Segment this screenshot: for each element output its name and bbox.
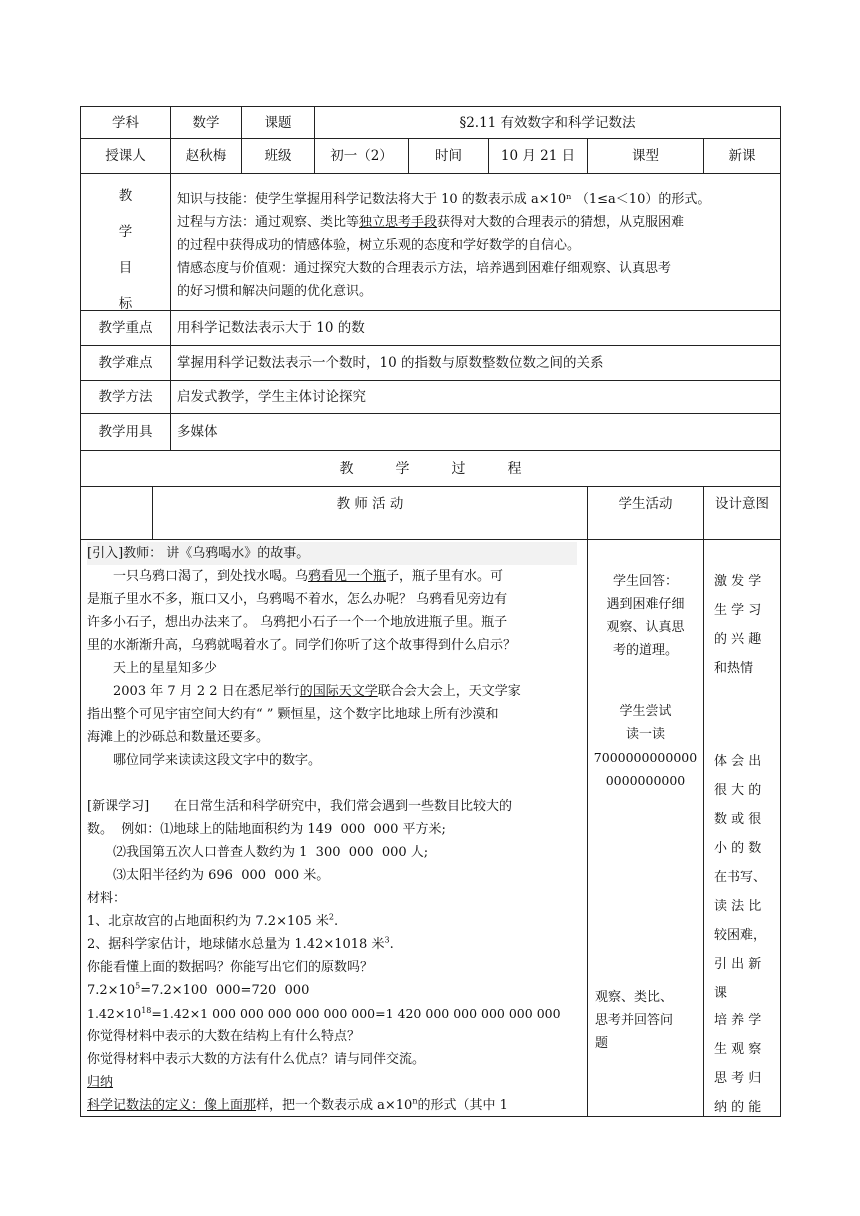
equation-1-a: 7.2×10 (87, 983, 136, 998)
definition-end: 的形式（其中 1 (417, 1098, 508, 1113)
goal-process (177, 211, 780, 234)
process-title: 教 学 过 程 (80, 450, 781, 487)
story-underlined: 鸦看见一个瓶 (308, 569, 387, 584)
design-line: 纳 的 能 (714, 1100, 762, 1115)
design-intent-block-2 (714, 747, 776, 1008)
story-text-2: 子，瓶子里有水。可 (386, 569, 504, 584)
teacher-label: 授课人 (80, 138, 171, 174)
equation-1-sup: 5 (135, 981, 141, 991)
story-line-1 (87, 565, 581, 588)
student-line: 观察、认真思 (606, 620, 685, 635)
header-design-intent: 设计意图 (703, 486, 781, 540)
header-student-activity: 学生活动 (587, 486, 704, 540)
student-line: 观察、类比、 (595, 990, 674, 1005)
student-line: 遇到困难仔细 (606, 597, 685, 612)
goals-label-char: 学 (118, 224, 133, 240)
difficulty-label: 教学难点 (80, 345, 171, 381)
student-observe-block (595, 986, 703, 1055)
new-lesson-line-1: [新课学习] 在日常生活和科学研究中，我们常会遇到一些数目比较大的 (87, 799, 512, 814)
goals-content (170, 173, 781, 311)
goal-emotion-cont: 的好习惯和解决问题的优化意识。 (177, 284, 373, 299)
class-label: 班级 (241, 138, 315, 174)
material-2-sup: 3 (384, 935, 390, 945)
material-1-text: 1、北京故宫的占地面积约为 7.2×105 米 (87, 914, 329, 929)
goals-label-char: 标 (118, 296, 133, 311)
design-line: 引 出 新 (714, 957, 762, 972)
design-line: 课 (714, 986, 728, 1001)
new-lesson-line-2: 数。 例如：⑴地球上的陆地面积约为 149 000 000 平方米; (87, 822, 446, 837)
equation-2-b: =1.42×1 000 000 000 000 000 000=1 420 000 000 000 000 000 (151, 1006, 561, 1021)
stars-text: 2003 年 7 月 2 2 日在悉尼举行 (113, 684, 300, 699)
teacher-activity-cell (80, 539, 588, 1117)
design-line: 体 会 出 (714, 754, 762, 769)
spacer (87, 772, 581, 795)
student-read-block (588, 700, 703, 792)
student-number-line: 7000000000000 (593, 750, 698, 765)
stars-text-2: 联合会大会上，天文学家 (377, 684, 521, 699)
key-point-value: 用科学记数法表示大于 10 的数 (170, 310, 781, 346)
story-line-4: 里的水渐渐升高，乌鸦就喝着水了。同学们你听了这个故事得到什么启示？ (87, 638, 517, 653)
goal-process-text-2: 获得对大数的合理表示的猜想，从克服困难 (437, 215, 685, 230)
goal-process-cont: 的过程中获得成功的情感体验，树立乐观的态度和学好数学的自信心。 (177, 238, 581, 253)
key-point-label: 教学重点 (80, 310, 171, 346)
design-intent-block-3 (714, 1006, 776, 1117)
story-text: 一只乌鸦口渴了，到处找水喝。乌 (113, 569, 309, 584)
design-line: 数 或 很 (714, 812, 762, 827)
method-value: 启发式教学，学生主体讨论探究 (170, 380, 781, 414)
header-teacher-activity: 教 师 活 动 (152, 486, 588, 540)
time-value: 10 月 21 日 (488, 138, 588, 174)
equation-2-a: 1.42×10 (87, 1006, 142, 1021)
student-number-line: 0000000000 (605, 773, 686, 788)
student-line: 学生回答： (612, 574, 678, 589)
difficulty-value: 掌握用科学记数法表示一个数时，10 的指数与原数整数位数之间的关系 (170, 345, 781, 381)
story-line-2: 是瓶子里水不多，瓶口又小，乌鸦喝不着水，怎么办呢？ 乌鸦看见旁边有 (87, 592, 508, 607)
teacher-value: 赵秋梅 (170, 138, 242, 174)
topic-label: 课题 (241, 106, 315, 139)
goal-process-text: 过程与方法：通过观察、类比等 (177, 215, 360, 230)
question-2: 你觉得材料中表示的大数在结构上有什么特点？ (87, 1029, 361, 1044)
question-3: 你觉得材料中表示大数的方法有什么优点？请与同伴交流。 (87, 1052, 426, 1067)
design-line: 较困难， (714, 928, 767, 943)
design-intent-block-1 (714, 567, 774, 683)
design-line: 读 法 比 (714, 899, 762, 914)
equation-1 (87, 979, 581, 1002)
topic-value: §2.11 有效数字和科学记数法 (314, 106, 781, 139)
goal-emotion: 情感态度与价值观：通过探究大数的合理表示方法，培养遇到困难仔细观察、认真思考 (177, 261, 672, 276)
intro-heading (87, 542, 581, 565)
material-1 (87, 910, 581, 933)
tools-label: 教学用具 (80, 413, 171, 451)
design-line: 和热情 (714, 661, 754, 676)
design-line: 生 学 习 (714, 603, 762, 618)
goal-process-underlined: 独立思考手段 (359, 215, 438, 230)
design-line: 很 大 的 (714, 783, 762, 798)
definition-underlined: 科学记数法的定义：像上面那 (87, 1098, 257, 1113)
material-2-text: 2、据科学家估计，地球储水总量为 1.42×1018 米 (87, 937, 385, 952)
class-value: 初一（2） (314, 138, 409, 174)
time-label: 时间 (408, 138, 489, 174)
material-1-sup: 2 (328, 912, 335, 922)
equation-2-sup: 18 (141, 1005, 152, 1015)
material-1-end: . (334, 914, 339, 929)
design-line: 思 考 归 (714, 1071, 762, 1086)
stars-title: 天上的星星知多少 (113, 661, 218, 676)
definition-line (87, 1094, 581, 1117)
student-line: 考的道理。 (612, 643, 678, 658)
method-label: 教学方法 (80, 380, 171, 414)
design-line: 激 发 学 (714, 574, 762, 589)
stars-line-1 (87, 680, 581, 703)
goals-label-char: 教 (118, 188, 133, 204)
equation-1-b: =7.2×100 000=720 000 (140, 983, 310, 998)
student-answer-block (588, 570, 703, 662)
material-2-end: . (389, 937, 394, 952)
header-blank (80, 486, 153, 540)
definition-sup: n (412, 1096, 418, 1106)
new-lesson-line-4: ⑶太阳半径约为 696 000 000 米。 (113, 868, 330, 883)
summary-heading: 归纳 (87, 1075, 114, 1090)
goals-label (80, 173, 171, 311)
design-line: 培 养 学 (714, 1013, 762, 1028)
student-activity-cell (587, 539, 704, 1117)
design-intent-cell (703, 539, 781, 1117)
new-lesson-line-3: ⑵我国第五次人口普查人数约为 1 300 000 000 人; (113, 845, 429, 860)
tools-value: 多媒体 (170, 413, 781, 451)
intro-heading-text: [引入]教师： 讲《乌鸦喝水》的故事。 (87, 542, 577, 565)
equation-2 (87, 1002, 581, 1025)
stars-underlined: 的国际天文学 (299, 684, 378, 699)
material-heading: 材料： (87, 891, 127, 906)
design-line: 在书写、 (714, 870, 767, 885)
definition-mid: 样，把一个数表示成 a×10 (256, 1098, 413, 1113)
goal-knowledge: 知识与技能：使学生掌握用科学记数法将大于 10 的数表示成 a×10ⁿ （1≤a＜10）的形式。 (177, 192, 711, 207)
type-value: 新课 (703, 138, 781, 174)
subject-value: 数学 (170, 106, 242, 139)
student-line: 题 (595, 1036, 609, 1051)
stars-line-3: 海滩上的沙砾总和数量还要多。 (87, 730, 270, 745)
student-line: 读一读 (625, 727, 665, 742)
student-line: 思考并回答问 (595, 1013, 674, 1028)
subject-label: 学科 (80, 106, 171, 139)
design-line: 生 观 察 (714, 1042, 762, 1057)
goals-label-char: 目 (118, 260, 133, 276)
type-label: 课型 (587, 138, 704, 174)
material-2 (87, 933, 581, 956)
design-line: 小 的 数 (714, 841, 762, 856)
design-line: 的 兴 趣 (714, 632, 762, 647)
question-1: 你能看懂上面的数据吗？你能写出它们的原数吗？ (87, 960, 374, 975)
stars-line-4: 哪位同学来读读这段文字中的数字。 (113, 753, 322, 768)
student-line: 学生尝试 (619, 704, 672, 719)
stars-line-2: 指出整个可见宇宙空间大约有“ ” 颗恒星，这个数字比地球上所有沙漠和 (87, 707, 499, 722)
story-line-3: 许多小石子，想出办法来了。 乌鸦把小石子一个一个地放进瓶子里。瓶子 (87, 615, 508, 630)
